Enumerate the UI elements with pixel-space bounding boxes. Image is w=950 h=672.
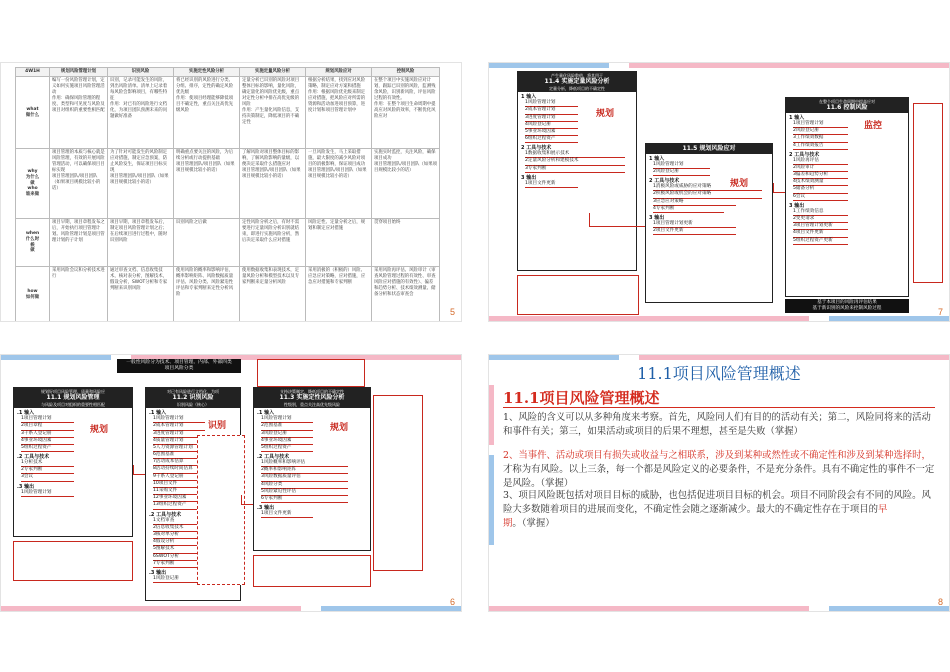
connector-line xyxy=(133,465,145,475)
list-item: 3应急应对策略 xyxy=(653,199,736,206)
footer-caption: 基于本项目的风险再评估结果 基于新识别的风险来控制风险过程 xyxy=(785,299,909,313)
top-caption: 一般性风险分为技术、项目管理、内部、外部四类 项目风险分类 xyxy=(117,359,241,373)
list-item: 3进度管理计划 xyxy=(525,115,578,122)
list-item: 7活动成本估算 xyxy=(153,459,205,466)
table-row xyxy=(16,149,440,219)
list-item: 3工作绩效数据 xyxy=(793,135,848,142)
list-item: 10项目文件 xyxy=(153,481,205,488)
list-item: 6专家判断 xyxy=(261,496,348,503)
list-item: 2积极风险或机会的应对策略 xyxy=(653,191,762,198)
list-item: 1项目文件更新 xyxy=(261,511,313,518)
list-item: 5事业环境因素 xyxy=(525,129,578,136)
section-input-label: .1 输入 xyxy=(17,410,35,417)
output-list xyxy=(646,221,772,235)
handwritten-note xyxy=(913,103,943,283)
process-header: 支持决策制定，降低项目的不确定性 11.3 实施定性风险分析 性级别，重点关注高优先级风险 xyxy=(254,388,370,408)
table-cell: 一旦风险发生，马上采取措施，最大限度的减少风险对项目的消极影响，保证项目成功 项目管理团队/项目团队（如果项目规模比较小的话） xyxy=(306,149,372,219)
section-heading: 11.1项目风险管理概述 xyxy=(503,389,660,407)
handwritten-note xyxy=(197,435,245,585)
process-box-11-3 xyxy=(253,387,371,551)
list-item: 2成本管理计划 xyxy=(153,423,205,430)
list-item: 2范围基准 xyxy=(261,423,313,430)
decor-stripe xyxy=(829,606,950,611)
section-output-label: .3 输出 xyxy=(257,505,275,512)
list-item: 2专家判断 xyxy=(21,467,74,474)
tools-list xyxy=(14,460,132,482)
list-item: 1项目管理计划 xyxy=(793,121,848,128)
decor-stripe xyxy=(1,606,301,611)
table-cell: 贯穿项目始终 xyxy=(372,219,440,267)
section-output-label: .3 输出 xyxy=(149,569,167,576)
handwritten-note xyxy=(13,541,133,581)
table-cell: 采用消极的（积极的）风险、应急应对策略，应对措施，应急应对措施和专家判断 xyxy=(306,267,372,323)
input-list xyxy=(254,416,370,452)
list-item: 3会议 xyxy=(21,474,74,481)
table-cell: 编写一份风险管理计划，定义如何实施项目风险管理活动 作用：确保风险管理的程度、类型和可见度与风险及项目对组织的重要性相匹配 xyxy=(50,77,108,149)
section-tools-label: .2 工具与技术 xyxy=(257,454,290,461)
decor-stripe xyxy=(829,316,950,321)
section-input-label: .1 输入 xyxy=(257,410,275,417)
table-cell: 实施实时监控，关注风险，确保项目成功 项目管理团队/项目团队（如果项目规模比较小的话） xyxy=(372,149,440,219)
list-item: 2项目文件更新 xyxy=(653,228,736,235)
handwritten-note xyxy=(517,275,639,315)
page-number: 8 xyxy=(937,597,943,607)
input-list xyxy=(14,416,132,452)
list-item: 2信息收集技术 xyxy=(153,525,205,532)
list-item: 1风险管理计划 xyxy=(153,416,205,423)
annotation-mark: 识别 xyxy=(208,421,227,431)
annotation-mark: 规划 xyxy=(90,425,109,435)
table-header-cell: 控制风险 xyxy=(372,68,440,77)
list-item: 13组织过程资产 xyxy=(153,502,205,509)
tools-list xyxy=(786,158,908,201)
list-item: 1数据收集和展示技术 xyxy=(525,151,625,158)
table-row xyxy=(16,219,440,267)
risk-4w1h-table xyxy=(15,67,440,322)
table-cell: 项目早期，项目章程发布后，制定项目风险管理计划之后；在后续项目进行过程中，随时识别风险 xyxy=(108,219,174,267)
table-header-cell: 规划风险应对 xyxy=(306,68,372,77)
list-item: 9干系人登记册 xyxy=(153,474,205,481)
list-item: 1项目文件更新 xyxy=(525,181,578,188)
section-tools-label: .2 工具与技术 xyxy=(149,511,182,518)
process-header: 规划好项目风险管理、质量和风险应 11.1 规划风险管理 与风险及项目对组织的重要性相匹配 xyxy=(14,388,132,408)
heading-divider xyxy=(503,407,935,408)
highlighted-text: 2、当事件、活动或项目有损失或收益与之相联系，涉及到某种或然性或不确定性和涉及到某种选择时， xyxy=(503,450,931,461)
list-item: 2风险登记册 xyxy=(653,169,710,176)
section-input-label: 1 输入 xyxy=(521,94,537,101)
decor-stripe xyxy=(629,63,950,68)
paragraph-1: 1、风险的含义可以从多种角度来考察。首先，风险同人们有目的的活动有关；第二，风险同将来的活动和事件有关；第三，如果活动或项目的后果不理想，甚至是失败（掌握） xyxy=(503,412,931,438)
list-item: 2成本管理计划 xyxy=(525,107,578,114)
table-cell: 将已经识别的风险进行分类、分组、排序，定性的确定风险优先级 作用：使项目经理能够降低项目不确定性，重点关注高优先级风险 xyxy=(174,77,240,149)
list-item: 2风险登记册 xyxy=(793,128,848,135)
highlighted-text: 早期 xyxy=(503,504,888,530)
table-cell: 识别，记录可能发生的风险，到出风险清单。清单上记录着每风险会影响项目，有哪些特征 作用：对已有的风险进行文档化，为项目团队预测未来的问题做好准备 xyxy=(108,77,174,149)
row-header: when 什么时 候 做 xyxy=(16,219,50,267)
list-item: 2定量风险分析和建模技术 xyxy=(525,158,625,165)
list-item: 1文档审查 xyxy=(153,518,205,525)
section-tools-label: .2 工具与技术 xyxy=(17,454,50,461)
list-item: 5储备分析 xyxy=(793,186,848,193)
list-item: 4事业环境因素 xyxy=(21,438,74,445)
annotation-mark: 规划 xyxy=(730,179,749,189)
section-output-label: .3 输出 xyxy=(17,483,35,490)
table-header-cell: 实施定性风险分析 xyxy=(174,68,240,77)
list-item: 4风险分类 xyxy=(261,482,348,489)
table-cell: 识别风险之后做 xyxy=(174,219,240,267)
annotation-mark: 规划 xyxy=(596,109,615,119)
table-cell: 明确重点要关注的风险，为后续分析或行动提供基础 项目管理团队/项目团队（如果项目规模比较小的话） xyxy=(174,149,240,219)
list-item: 1项目管理计划更新 xyxy=(653,221,736,228)
decor-stripe xyxy=(489,385,494,445)
table-cell: 使用数据收集和表现技术，定量风险分析和模型技术以及专家判断来定量分析风险 xyxy=(240,267,306,323)
decor-stripe xyxy=(489,316,809,321)
handwritten-note xyxy=(257,359,365,387)
decor-stripe xyxy=(489,606,809,611)
slide-7-thumbnail[interactable] xyxy=(488,62,950,322)
process-header: 产生量化风险数值，将其用于 11.4 实施定量风险分析 定量分析，降低项目的不确定性 xyxy=(518,72,636,92)
list-item: 1风险概率和影响评估 xyxy=(261,460,348,467)
process-box-11-1 xyxy=(13,387,133,537)
list-item: 4工作绩效报告 xyxy=(793,143,848,150)
process-box-11-6 xyxy=(785,97,909,297)
list-item: 1工作绩效信息 xyxy=(793,209,848,216)
output-list xyxy=(254,511,370,518)
list-item: 4专家判断 xyxy=(653,206,724,213)
table-row xyxy=(16,267,440,323)
list-item: 2风险审计 xyxy=(793,165,848,172)
slide-8-thumbnail[interactable] xyxy=(488,354,950,612)
connector-line xyxy=(241,495,253,505)
tools-list xyxy=(646,184,772,213)
list-item: 3进度管理计划 xyxy=(153,431,205,438)
table-cell: 根据分析结果，找到应对风险策略，制定应对方案和措施 作用：根据风险优先级来制定应对措施，把风险应对所需的资源和活动加进项目预算，进度计划和项目管理计划中 xyxy=(306,77,372,149)
list-item: 5组织过程资产 xyxy=(21,445,74,452)
list-item: 6会议 xyxy=(793,194,848,201)
decor-stripe xyxy=(489,355,619,360)
process-header: 在整个项目生命周期中提高应对 11.6 控制风险 xyxy=(786,98,908,113)
list-item: 5风险紧迫性评估 xyxy=(261,489,348,496)
list-item: 1风险登记册 xyxy=(153,576,205,583)
connector-line xyxy=(589,213,645,227)
list-item: 5人力资源管理计划 xyxy=(153,445,214,452)
process-header: 11.5 规划风险应对 xyxy=(646,144,772,154)
row-header: why 为什么 做 who 谁来做 xyxy=(16,149,50,219)
process-header: 对已有风险进行文档化，为项 11.2 识别风险 识别风险（核心） xyxy=(146,388,240,408)
slide-5-thumbnail[interactable] xyxy=(0,62,462,322)
input-list xyxy=(646,162,772,176)
table-header-cell: 识别风险 xyxy=(108,68,174,77)
list-item: 3项目管理计划更新 xyxy=(793,223,848,230)
list-item: 1风险再评估 xyxy=(793,158,848,165)
section-tools-label: 2 工具与技术 xyxy=(789,151,820,158)
list-item: 4质量管理计划 xyxy=(153,438,205,445)
slide-title: 11.1项目风险管理概述 xyxy=(637,364,801,383)
list-item: 1项目管理计划 xyxy=(21,416,74,423)
list-item: 4事业环境因素 xyxy=(261,438,313,445)
list-item: 1风险管理计划 xyxy=(525,100,578,107)
list-item: 3偏差和趋势分析 xyxy=(793,172,848,179)
annotation-mark: 监控 xyxy=(864,121,883,131)
table-cell: 风险定性、定量分析之后，规划和制定应对措施 xyxy=(306,219,372,267)
list-item: 6SWOT分析 xyxy=(153,554,205,561)
section-output-label: 3 输出 xyxy=(521,174,537,181)
list-item: 1风险管理计划 xyxy=(21,490,74,497)
table-cell: 了解风险对项目整体目标的影响，了解风险影响的量级，以便决定采取什么措施应对 项目管理团队/项目团队（如果项目规模比较小的话） xyxy=(240,149,306,219)
list-item: 1风险管理计划 xyxy=(261,416,313,423)
page-number: 6 xyxy=(449,597,455,607)
list-item: 1消极风险或威胁的应对策略 xyxy=(653,184,762,191)
list-item: 4风险登记册 xyxy=(525,122,578,129)
list-item: 4假设分析 xyxy=(153,539,205,546)
input-list xyxy=(786,121,908,150)
table-header-row xyxy=(16,68,440,77)
paragraph-text: 3、项目风险既包括对项目目标的威胁，也包括促进项目目标的机会。项目不同阶段会有不同的风险。风险大多数随着项目的进展而变化，不确定性会随之逐渐减少。最大的不确定性存在于项目的 xyxy=(503,490,931,516)
section-output-label: 3 输出 xyxy=(789,202,805,209)
table-cell: 定量分析已识别的风险对项目整体目标的影响，量化风险，确定量化的风险优先级，重点对定性分析中排在高优先级的风险 作用：产生量化风险信息，支持决策制定，降低项目的不确定性 xyxy=(240,77,306,149)
row-header: what 做什么 xyxy=(16,77,50,149)
table-cell: 使用风险的概率和影响评估，概率影响矩阵、风险数据质量评估、风险分类、风险紧迫性评估和专家判断来定性分析风险 xyxy=(174,267,240,323)
annotation-mark: 规划 xyxy=(330,423,349,433)
output-list xyxy=(14,490,132,497)
list-item: 6范围基准 xyxy=(153,452,205,459)
list-item: 6组织过程资产 xyxy=(525,136,578,143)
list-item: 3干系人登记册 xyxy=(21,431,74,438)
list-item: 3风险登记册 xyxy=(261,431,313,438)
decor-stripe xyxy=(639,355,950,360)
table-cell: 项目管理的本质与核心就是风险管理，有效的开展风险管理活动，可以确保项目目标实现 项目管理团队/项目团队（如果项目规模比较小的话） xyxy=(50,149,108,219)
section-output-label: 3 输出 xyxy=(649,214,665,221)
process-box-11-4 xyxy=(517,71,637,271)
list-item: 7专家判断 xyxy=(153,561,205,568)
section-input-label: .1 输入 xyxy=(149,410,167,417)
tools-list xyxy=(254,460,370,503)
page-number: 5 xyxy=(449,307,455,317)
list-item: 2项目章程 xyxy=(21,423,74,430)
paragraph-text: 才称为有风险。以上三条，每一个都是风险定义的必要条件，不是充分条件。具有不确定性的事件不一定是风险。（掌握） xyxy=(503,464,935,490)
row-header: how 如何做 xyxy=(16,267,50,323)
table-cell: 采用风险再评估、风险审计（审查风险管理过程的有效性、审查风险应对措施的有效性）、偏差和趋势分析、技术绩效测量、储备分析和状态审查会 xyxy=(372,267,440,323)
decor-stripe xyxy=(489,455,494,545)
tools-list xyxy=(518,151,636,173)
list-item: 4项目文件更新 xyxy=(793,230,848,237)
decor-stripe xyxy=(321,606,462,611)
paragraph-3 xyxy=(503,489,935,531)
table-header-cell: 规划风险管理计划 xyxy=(50,68,108,77)
list-item: 3核对单分析 xyxy=(153,532,205,539)
table-row xyxy=(16,77,440,149)
connector-line xyxy=(773,183,785,193)
list-item: 2概率和影响矩阵 xyxy=(261,467,348,474)
output-list xyxy=(786,209,908,245)
table-cell: 为了针对可能发生的风险制定应对措施，制定应急预案，防止风险发生，保证项目目标实现 项目管理团队/项目团队（如果项目规模比较小的话） xyxy=(108,149,174,219)
table-cell: 采用风险会议和分析技术进行 xyxy=(50,267,108,323)
slide-6-thumbnail[interactable] xyxy=(0,354,462,612)
list-item: 5图解技术 xyxy=(153,546,205,553)
decor-stripe xyxy=(1,355,111,360)
process-box-11-5 xyxy=(645,143,773,303)
table-cell: 项目早期，项目章程发布之后，开始执行项目管理计划。风险管理计划是项目管理计划的子计划 xyxy=(50,219,108,267)
list-item: 3风险数据质量评估 xyxy=(261,474,348,481)
list-item: 1风险管理计划 xyxy=(653,162,710,169)
page-number: 7 xyxy=(937,307,943,317)
decor-stripe xyxy=(489,63,609,68)
section-tools-label: 2 工具与技术 xyxy=(649,178,680,185)
section-input-label: 1 输入 xyxy=(789,114,805,121)
list-item: 3专家判断 xyxy=(525,166,625,173)
list-item: 1分析技术 xyxy=(21,460,74,467)
table-cell: 定性风险分析之后，有时不需要进行定量风险分析识别就结束，即进行实施风险分析，然后决定采取什么应对措施 xyxy=(240,219,306,267)
list-item: 11采购文件 xyxy=(153,488,205,495)
table-cell: 通过审查文档、信息收集技术，核对表分析，图解技术，假设分析，SWOT分析和专家判断来识别风险 xyxy=(108,267,174,323)
table-header-cell: 实施定量风险分析 xyxy=(240,68,306,77)
list-item: 2变更请求 xyxy=(793,216,848,223)
handwritten-note xyxy=(253,555,371,587)
section-input-label: 1 输入 xyxy=(649,155,665,162)
list-item: 12事业环境因素 xyxy=(153,495,205,502)
handwritten-note xyxy=(373,395,423,571)
table-header-cell: 4W1H xyxy=(16,68,50,77)
paragraph-text: 。（掌握） xyxy=(512,518,555,530)
list-item: 5组织过程资产更新 xyxy=(793,238,848,245)
list-item: 5组织过程资产 xyxy=(261,445,313,452)
list-item: 4技术绩效测量 xyxy=(793,179,848,186)
input-list xyxy=(518,100,636,143)
list-item: 8活动持续时间估算 xyxy=(153,466,214,473)
section-tools-label: 2 工具与技术 xyxy=(521,145,552,152)
output-list xyxy=(518,181,636,188)
table-cell: 在整个项目中实施风险应对计划，跟踪已识别的风险，监测残余风险，识别新风险，评估风险过程的有效性。 作用：在整个项目生命周期中提高应对风险的效率，不断优化风险应对 xyxy=(372,77,440,149)
paragraph-2 xyxy=(503,449,935,491)
